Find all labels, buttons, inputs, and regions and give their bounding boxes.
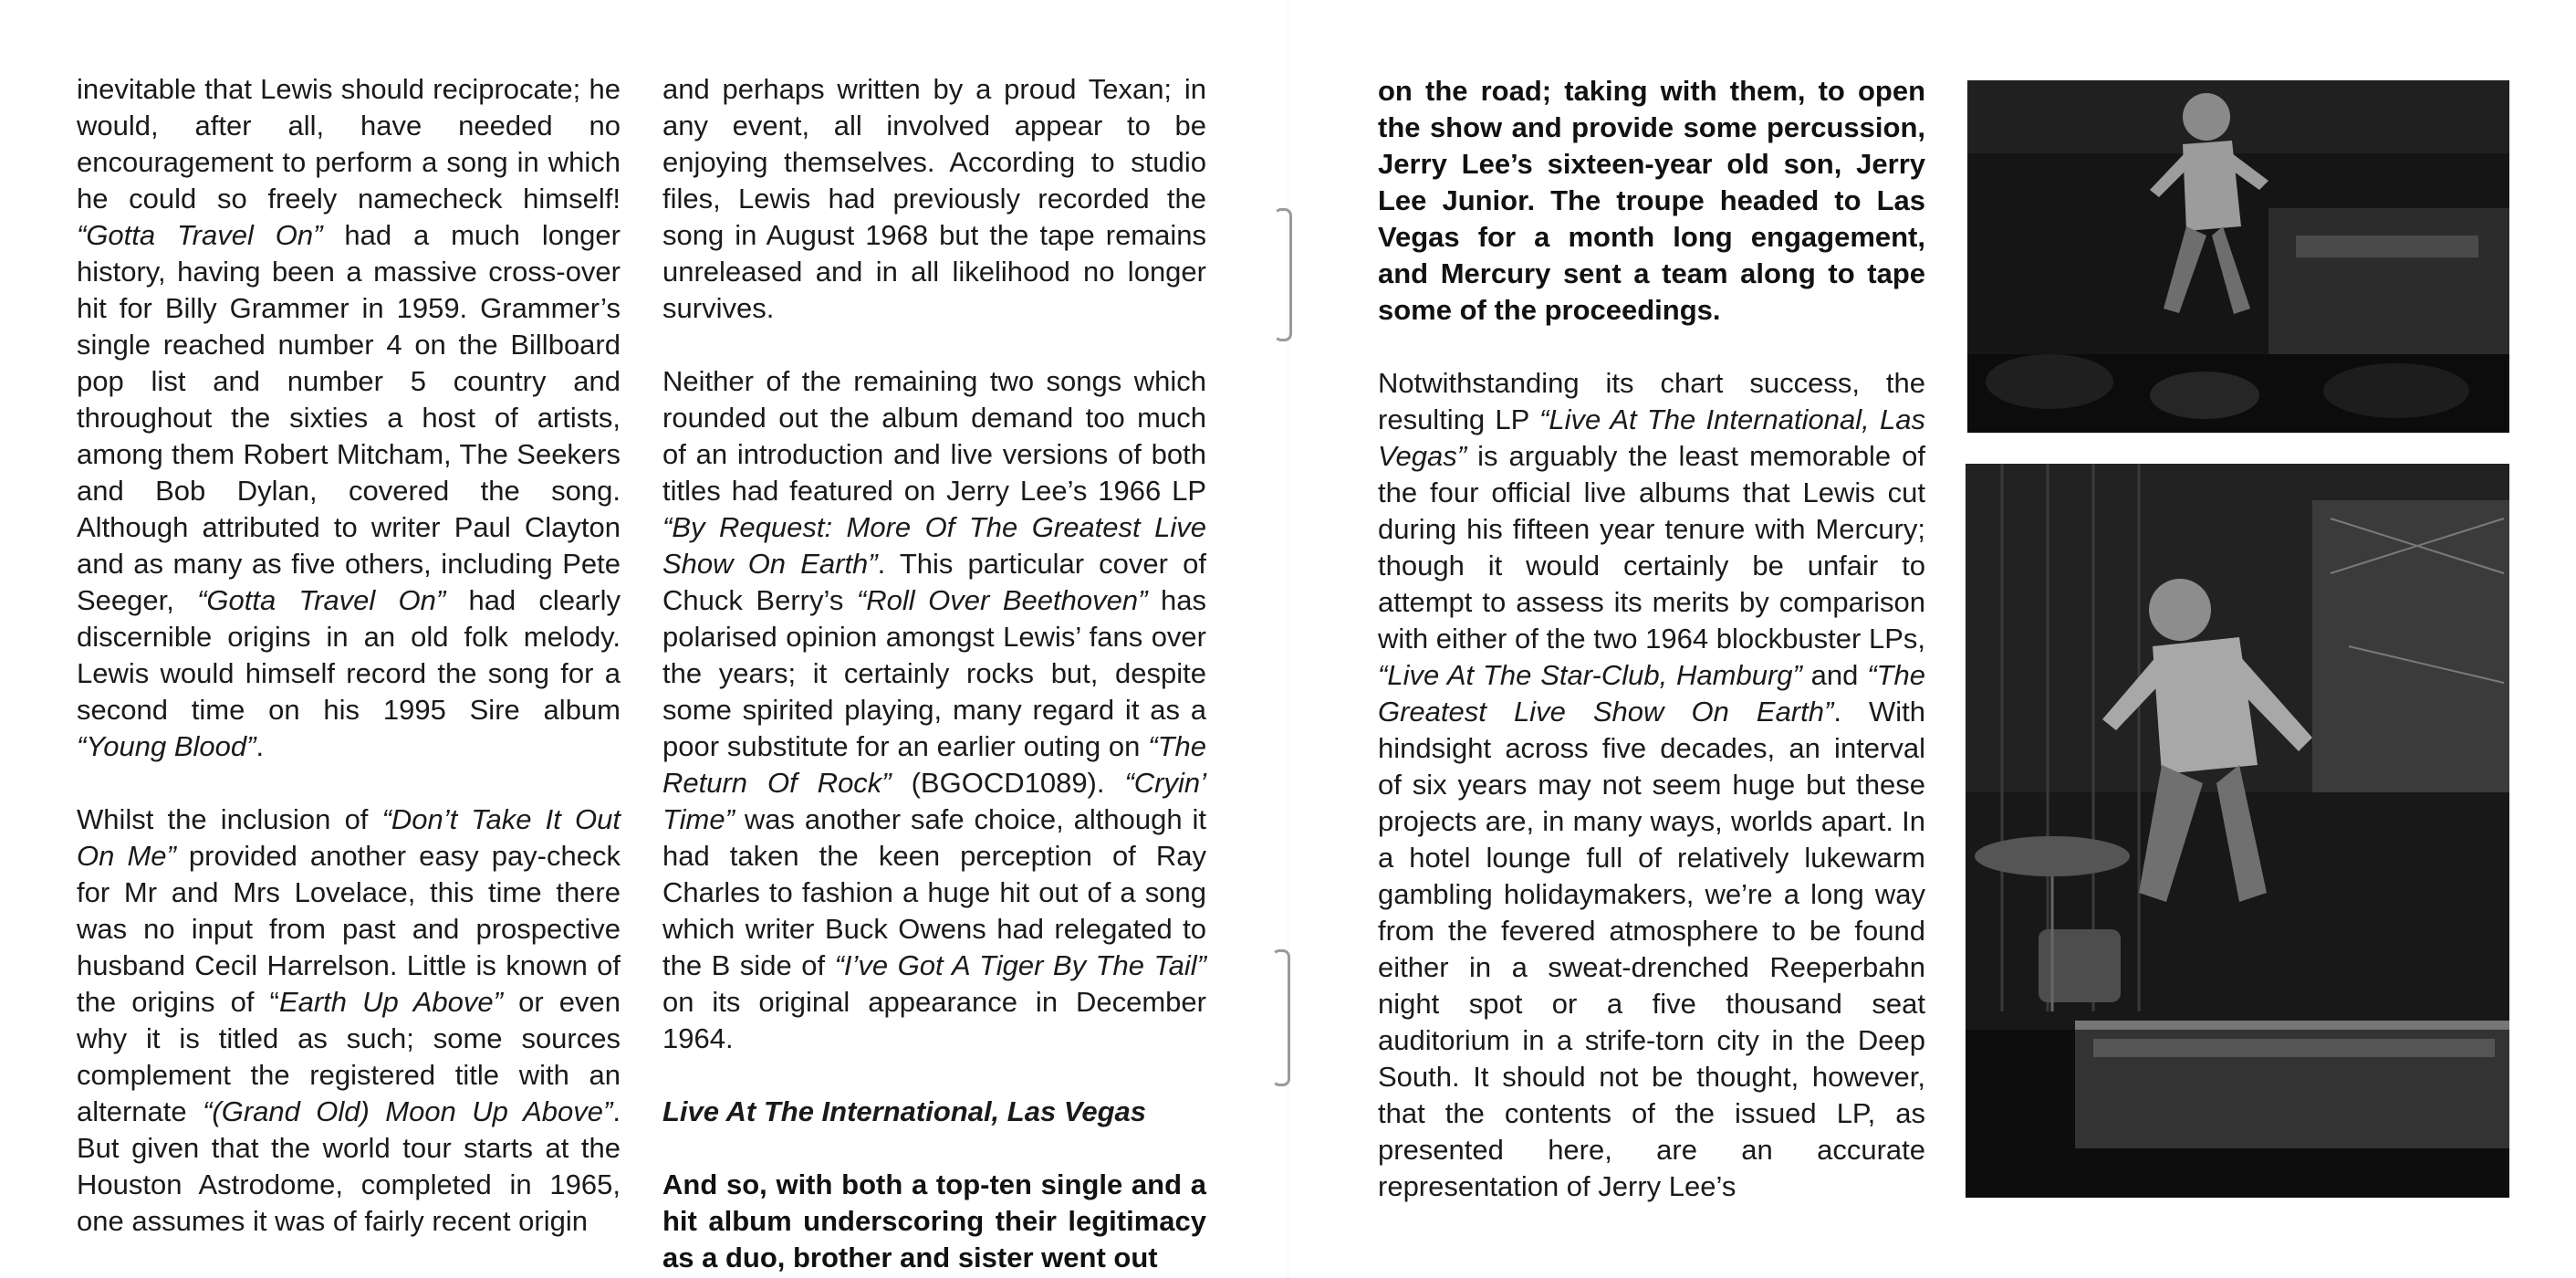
text-column-2 — [662, 71, 1206, 1276]
text-run: Neither of the remaining two songs which rounded out the album demand too much of an introduction and live versions of both titles had featured on Jerry Lee’s 1966 LP — [662, 365, 1206, 507]
paragraph — [662, 363, 1206, 1057]
text-run: . With hindsight across five decades, an interval of six years may not seem huge but these projects are, in many ways, worlds apart. In a hotel lounge full of relatively lukewarm gambling holidaymakers, we’re a long way from the fevered atmosphere to be found either in a sweat-drenched Reeperbahn night spot or a five thousand seat auditorium in a strife-torn city in the Deep South. It should not be thought, however, that the contents of the issued LP, as presented here, are an accurate representation of Jerry Lee’s — [1378, 696, 1925, 1202]
paragraph-bold — [1378, 73, 1925, 329]
staple-bottom — [1272, 949, 1290, 1086]
paragraph — [77, 71, 621, 765]
text-run: . But given that the world tour starts at the Houston Astrodome, completed in 1965, one assumes it was of fairly recent origin — [77, 1095, 621, 1237]
text-run: or even why it is titled as such; some sources complement the registered title with an alternate — [77, 986, 621, 1127]
album-title: “By Request: More Of The Greatest Live Show On Earth” — [662, 511, 1206, 580]
song-title: “Cryin’ Time” — [662, 767, 1207, 835]
text-run: on its original appearance in December 1964. — [662, 986, 1206, 1054]
album-title: “The Return Of Rock” — [662, 730, 1206, 799]
text-run: inevitable that Lewis should reciprocate; he would, after all, have needed no encouragement to perform a song in which he could so freely namecheck himself! — [77, 73, 621, 215]
album-title: “Live At The International, Las Vegas” — [1378, 403, 1925, 472]
album-title: “The Greatest Live Show On Earth” — [1378, 659, 1925, 728]
bold-text: on the road; taking with them, to open the show and provide some percussion, Jerry Lee’s sixteen-year old son, Jerry Lee Junior. The troupe headed to Las Vegas for a month long engagement, and Mercury sent a team along to tape some of the proceedings. — [1378, 75, 1925, 326]
text-run: and — [1801, 659, 1868, 691]
song-title: “(Grand Old) Moon Up Above” — [203, 1095, 613, 1127]
song-title: Earth Up Above” — [278, 986, 503, 1018]
text-run: is arguably the least memorable of the four official live albums that Lewis cut during his fifteen year tenure with Mercury; though it would certainly be unfair to attempt to assess its merits by comparison with either of the two 1964 blockbuster LPs, — [1378, 440, 1925, 655]
photo-performer-leaping — [1966, 464, 2509, 1198]
song-title: “I’ve Got A Tiger By The Tail” — [834, 949, 1206, 981]
paragraph — [1378, 365, 1925, 1205]
text-run: has polarised opinion amongst Lewis’ fans over the years; it certainly rocks but, despite some spirited playing, many regard it as a poor substitute for an earlier outing on — [662, 584, 1206, 762]
album-title: “Young Blood” — [77, 730, 256, 762]
text-run: had a much longer history, having been a massive cross-over hit for Billy Grammer in 1959. Grammer’s single reached number 4 on the Billboard pop list and number 5 country and throughout the sixties a host of artists, among them Robert Mitcham, The Seekers and Bob Dylan, covered the song. Although attributed to writer Paul Clayton and as many as five others, including Pete Seeger, — [77, 219, 621, 616]
paragraph-bold — [662, 1167, 1206, 1276]
text-run: . This particular cover of Chuck Berry’s — [662, 548, 1206, 616]
song-title: “Gotta Travel On” — [77, 219, 323, 251]
text-run: . — [256, 730, 265, 762]
photo-performer-at-piano — [1967, 80, 2509, 433]
album-title: “Live At The Star-Club, Hamburg” — [1378, 659, 1802, 691]
paragraph: and perhaps written by a proud Texan; in any event, all involved appear to be enjoying themselves. According to studio files, Lewis had previously recorded the song in August 1968 but the tape remains unreleased and in all likelihood no longer survives. — [662, 73, 1206, 324]
text-run: Whilst the inclusion of — [77, 803, 382, 835]
text-run: provided another easy pay-check for Mr and Mrs Lovelace, this time there was no input from past and prospective husband Cecil Harrelson. Little is known of the origins of “ — [77, 840, 621, 1018]
text-run: Notwithstanding its chart success, the resulting LP — [1378, 367, 1925, 435]
song-title: “Roll Over Beethoven” — [856, 584, 1148, 616]
song-title: “Gotta Travel On” — [197, 584, 446, 616]
song-title: “Don’t Take It Out On Me” — [77, 803, 621, 872]
text-run: had clearly discernible origins in an old folk melody. Lewis would himself record the song for a second time on his 1995 Sire album — [77, 584, 621, 726]
text-run: (BGOCD1089). — [891, 767, 1125, 799]
text-run: was another safe choice, although it had taken the keen perception of Ray Charles to fashion a huge hit out of a song which writer Buck Owens had relegated to the B side of — [662, 803, 1206, 981]
text-column-1 — [77, 71, 621, 1240]
staple-top — [1274, 208, 1292, 341]
text-column-3 — [1378, 73, 1925, 1205]
bold-text: And so, with both a top-ten single and a hit album underscoring their legitimacy as a duo, brother and sister went out — [662, 1168, 1206, 1273]
paragraph — [77, 801, 621, 1240]
section-heading: Live At The International, Las Vegas — [662, 1095, 1146, 1127]
